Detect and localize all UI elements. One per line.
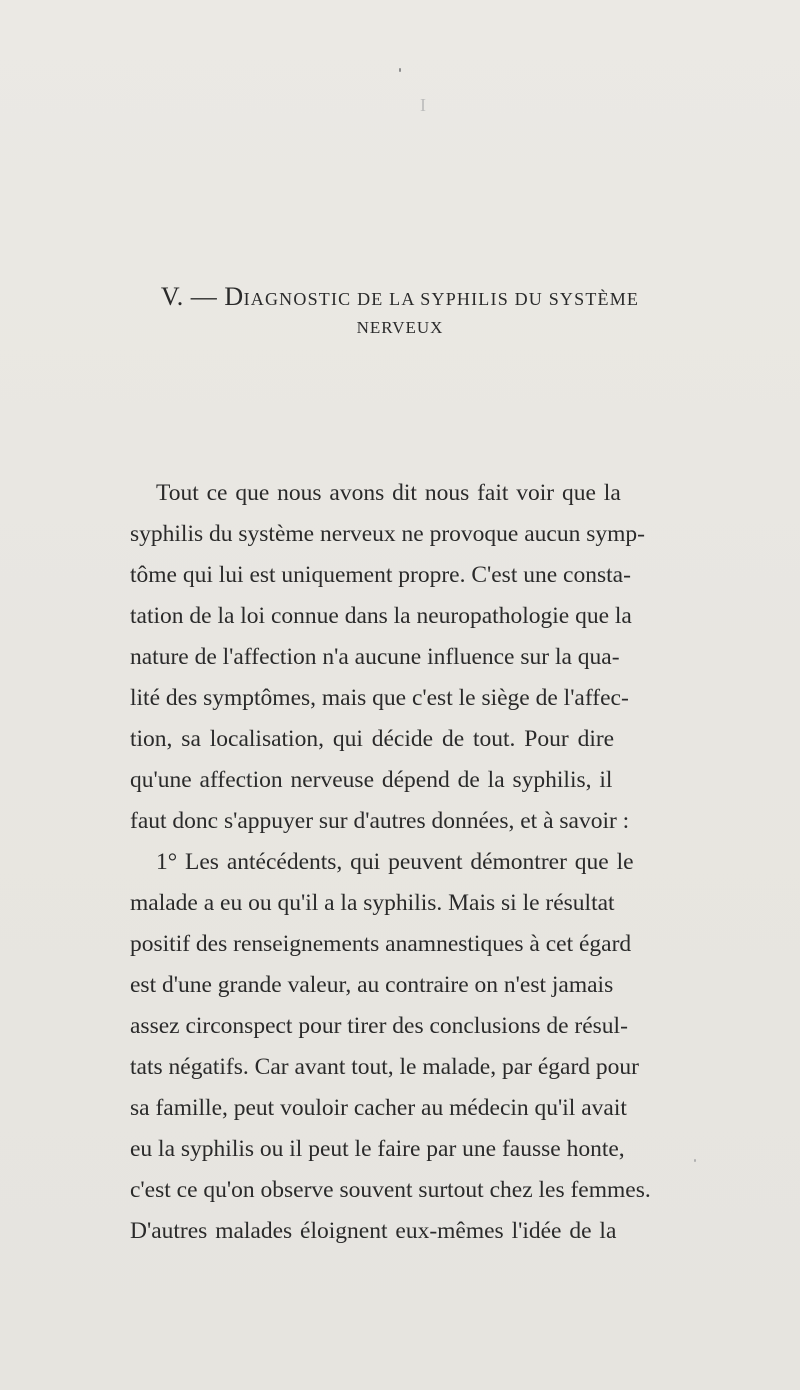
text-line: qu'une affection nerveuse dépend de la syphilis, il [130,767,613,793]
text-line: Tout ce que nous avons dit nous fait voir que la [156,480,621,506]
text-line: tats négatifs. Car avant tout, le malade, par égard pour [130,1054,639,1080]
top-mark: I [420,95,426,115]
chapter-number: V. — [160,282,218,311]
text-line: D'autres malades éloignent eux-mêmes l'idée de la [130,1218,617,1244]
text-line: eu la syphilis ou il peut le faire par une fausse honte, [130,1136,625,1162]
text-line: nature de l'affection n'a aucune influence sur la qua- [130,644,620,670]
text-line: c'est ce qu'on observe souvent surtout chez les femmes. [130,1177,651,1203]
text-line: tôme qui lui est uniquement propre. C'est une consta- [130,562,631,588]
text-line: est d'une grande valeur, au contraire on n'est jamais [130,972,614,998]
chapter-title-initial: D [224,282,244,311]
text-line: syphilis du système nerveux ne provoque aucun symp- [130,521,645,547]
text-line: positif des renseignements anamnestiques à cet égard [130,931,632,957]
text-line: tation de la loi connue dans la neuropathologie que la [130,603,632,629]
chapter-subtitle: NERVEUX [356,318,444,337]
text-line: lité des symptômes, mais que c'est le siège de l'affec- [130,685,629,711]
chapter-title: IAGNOSTIC DE LA SYPHILIS DU SYSTÈME [243,289,640,309]
text-line: assez circonspect pour tirer des conclusions de résul- [130,1013,628,1039]
text-line: 1° Les antécédents, qui peuvent démontrer que le [156,849,634,875]
text-line: tion, sa localisation, qui décide de tout. Pour dire [130,726,615,752]
text-line: faut donc s'appuyer sur d'autres données, et à savoir : [130,808,630,834]
text-line: malade a eu ou qu'il a la syphilis. Mais si le résultat [130,890,615,916]
text-line: sa famille, peut vouloir cacher au médecin qu'il avait [130,1095,627,1121]
